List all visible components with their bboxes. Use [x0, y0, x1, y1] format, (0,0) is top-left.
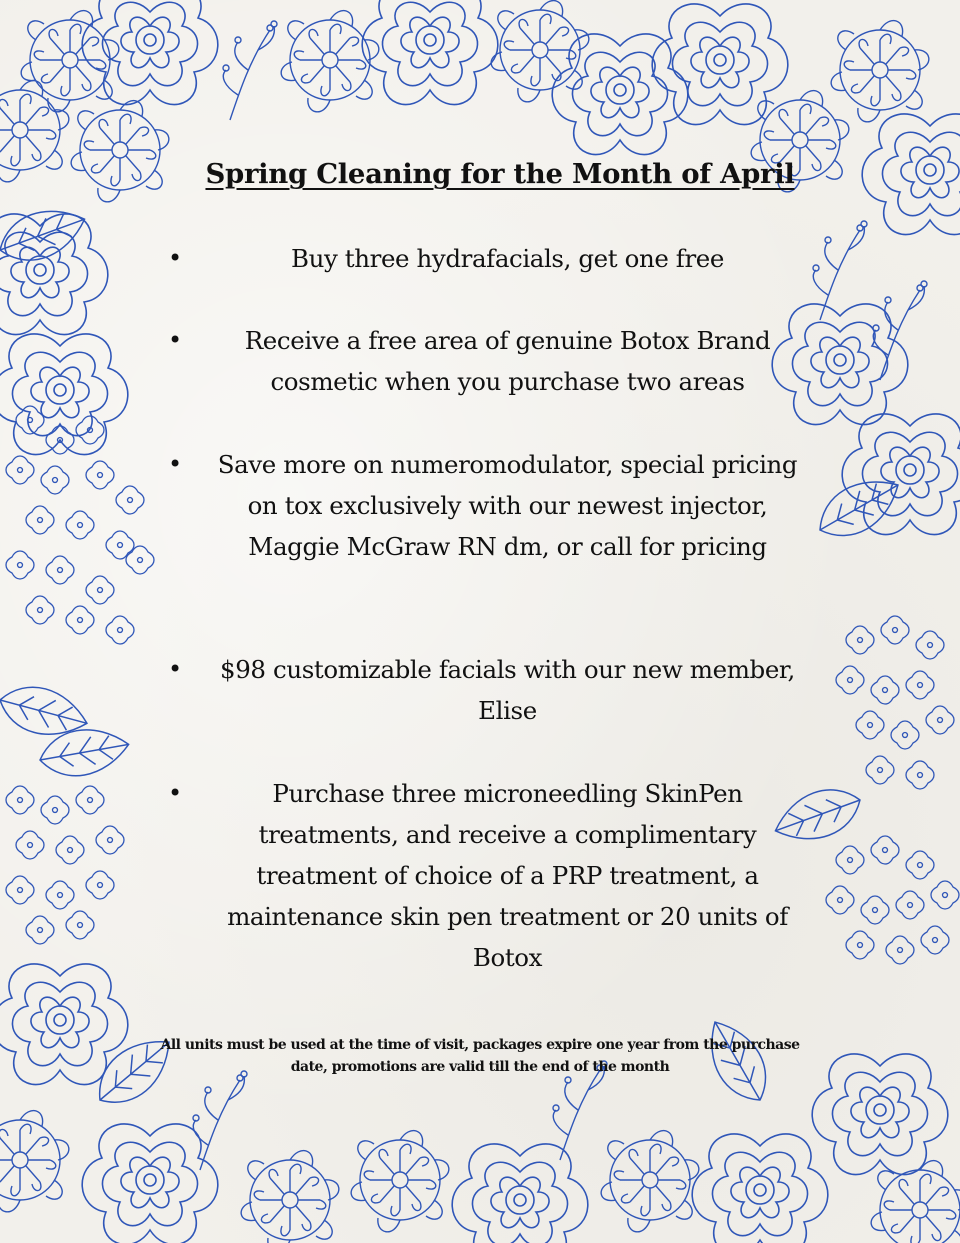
- offer-text: Receive a free area of genuine Botox Brand cosmetic when you purchase two areas: [244, 326, 771, 396]
- offer-text: $98 customizable facials with our new member, Elise: [220, 655, 795, 725]
- offer-text: Save more on numeromodulator, special pricing on tox exclusively with our newest injector, Maggie McGraw RN dm, or call for pricing: [217, 450, 798, 561]
- bullet-icon: •: [168, 779, 183, 807]
- offer-text: Purchase three microneedling SkinPen treatments, and receive a complimentary treatment of choice of a PRP treatment, a maintenance skin pen treatment or 20 units of Botox: [227, 779, 788, 972]
- bullet-icon: •: [168, 450, 183, 478]
- disclaimer-text: All units must be used at the time of visit, packages expire one year from the purchase date, promotions are valid till the end of the month: [160, 1037, 800, 1075]
- bullet-icon: •: [168, 655, 183, 683]
- bullet-icon: •: [168, 326, 183, 354]
- flyer-title: Spring Cleaning for the Month of April: [205, 158, 795, 190]
- bullet-icon: •: [168, 244, 183, 272]
- offer-text: Buy three hydrafacials, get one free: [291, 244, 724, 273]
